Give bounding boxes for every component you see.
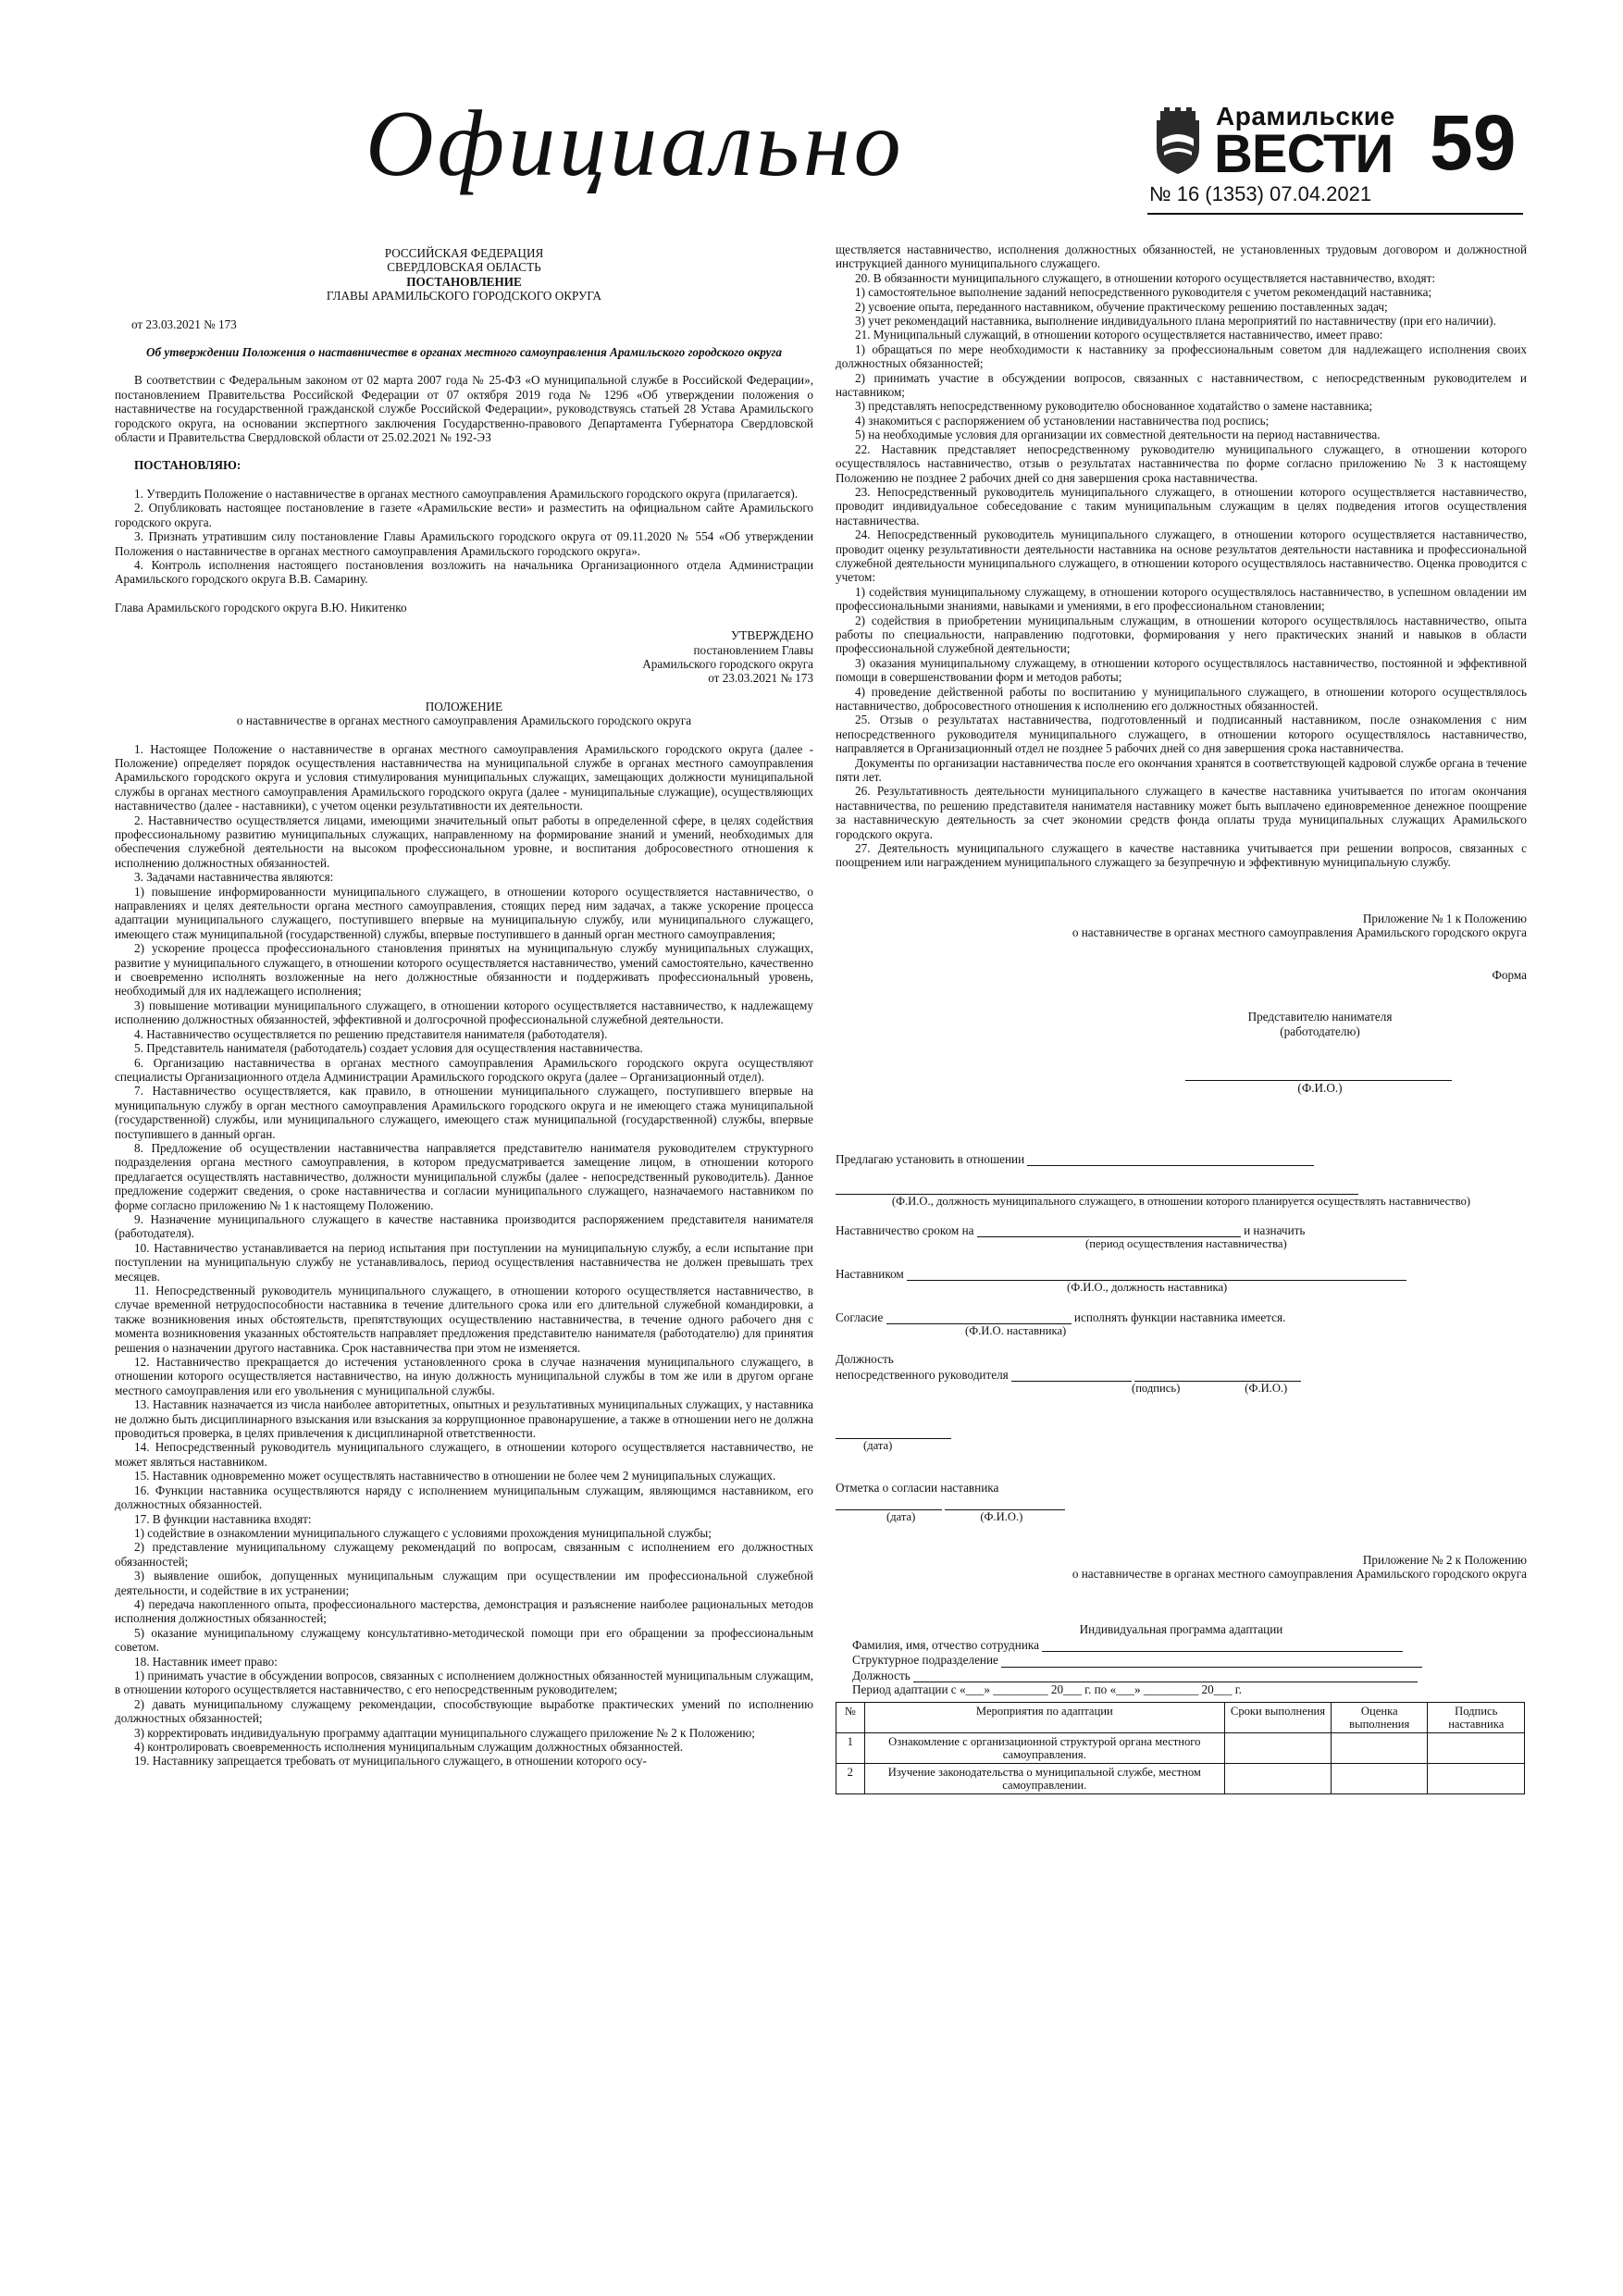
table-cell: Ознакомление с организационной структурой органа местного самоуправления. xyxy=(864,1733,1224,1764)
decree-item: 3. Признать утратившим силу постановление Главы Арамильского городского округа от 09.11.2020 № 554 «Об утверждении Положения о наставничестве в органах местного самоуправления Арамильского городского округа». xyxy=(115,529,813,558)
paragraph: 22. Наставник представляет непосредственному руководителю муниципального служащего, в отношении которого осуществлялось наставничество, отзыв о результатах наставничества по форме согласно приложению № 3 к настоящему Положению не позднее 2 рабочих дней со дня завершения срока наставничества. xyxy=(836,441,1527,485)
paragraph: 25. Отзыв о результатах наставничества, подготовленный и подписанный наставником, после ознакомления с ним непосредственного руководителя муниципального служащего, в отношении которого осуществлялось наставничество, направляется в Организационный отдел не позднее 5 рабочих дней со дня завершения срока наставничества. xyxy=(836,713,1527,756)
recipient-fio-line[interactable] xyxy=(1185,1066,1452,1081)
position-label: Должность xyxy=(836,1352,894,1367)
adaptation-period: Период адаптации с «___» _________ 20___ г. по «___» _________ 20___ г. xyxy=(852,1682,1242,1697)
paragraph: 3) корректировать индивидуальную программу адаптации муниципального служащего приложение № 2 к Положению; xyxy=(134,1725,755,1740)
paragraph: ществляется наставничество, исполнения должностных обязанностей, не установленных трудовым договором и должностной инструкцией данного муниципального служащего. xyxy=(836,242,1527,271)
left-column xyxy=(115,242,813,1769)
header-line: РОССИЙСКАЯ ФЕДЕРАЦИЯ xyxy=(384,246,544,260)
paragraph: 12. Наставничество прекращается до истечения установленного срока в случае назначения муниципального служащего, в отношении которого осуществляется наставничество, на иную должность муниципальной службы в том же или в другом органе местного самоуправления или его увольнения с муниципальной службы. xyxy=(115,1355,813,1397)
paragraph: 9. Назначение муниципального служащего в качестве наставника производится распоряжением представителя нанимателя (работодателя). xyxy=(115,1211,813,1241)
table-header: № xyxy=(836,1703,865,1733)
table-cell[interactable] xyxy=(1428,1733,1525,1764)
fio-caption: (Ф.И.О.) xyxy=(1245,1382,1288,1396)
table-row xyxy=(836,1733,1525,1764)
paragraph: 2) ускорение процесса профессионального становления принятых на муниципальную службу муниципальных служащих, развитие у муниципального служащего, в отношении которого осуществляется наставничество, умений самостоятельно, качественно и своевременно исполнять возложенные на него должностные обязанности и поддерживать профессиональный уровень, необходимый для их надлежащего исполнения; xyxy=(115,941,813,999)
paragraph: 21. Муниципальный служащий, в отношении которого осуществляется наставничество, имеет право: xyxy=(855,328,1383,342)
paragraph: 11. Непосредственный руководитель муниципального служащего, в отношении которого осуществляется наставничество, в случае временной нетрудоспособности наставника в течение длительного срока или его длительной служебной командировки, а также возникновения иных обстоятельств, препятствующих осуществлению наставничества, в течение одного рабочего дня с момента возникновения указанных обстоятельств направляет предложения представителю нанимателя (работодателю) для принятия решения о назначении другого наставника. Срок наставничества при этом не изменяется. xyxy=(115,1284,813,1355)
field-label: Должность xyxy=(852,1668,911,1682)
decree-item: 1. Утвердить Положение о наставничестве в органах местного самоуправления Арамильского городского округа (прилагается). xyxy=(134,486,799,501)
mentor-input-line[interactable] xyxy=(907,1266,1406,1281)
paragraph: 13. Наставник назначается из числа наиболее авторитетных, опытных и результативных муниципальных служащих, у наставника не должно быть дисциплинарного взыскания или взыскания за коррупционное правонарушение, а также в отношении него не должна проводиться проверка, в целях привлечения к дисциплинарной ответственности. xyxy=(115,1397,813,1441)
decree-item: 2. Опубликовать настоящее постановление в газете «Арамильские вести» и разместить на официальном сайте Арамильского городского округа. xyxy=(115,501,813,529)
appendix2-heading: о наставничестве в органах местного самоуправления Арамильского городского округа xyxy=(1072,1567,1527,1582)
table-header: Сроки выполнения xyxy=(1225,1703,1332,1733)
paragraph: 1) содействия муниципальному служащему, в отношении которого осуществлялось наставничество, в успешном овладении им профессиональными знаниями, навыками и умениями, в его профессиональном становлении; xyxy=(836,584,1527,614)
propose-second-line[interactable] xyxy=(836,1179,1358,1194)
consent-label: Согласие xyxy=(836,1309,884,1324)
header-line: ПОСТАНОВЛЕНИЕ xyxy=(406,274,522,289)
mentor-label: Наставником xyxy=(836,1266,904,1281)
recipient: Представителю нанимателя xyxy=(1247,1010,1393,1024)
paragraph: 14. Непосредственный руководитель муниципального служащего, в отношении которого осуществляется наставничество, не может являться наставником. xyxy=(115,1440,813,1469)
table-cell[interactable] xyxy=(1428,1764,1525,1794)
table-cell[interactable] xyxy=(1332,1733,1428,1764)
coat-of-arms-icon xyxy=(1149,107,1207,176)
term-input-line[interactable] xyxy=(977,1222,1241,1237)
approved-line: УТВЕРЖДЕНО xyxy=(730,628,813,643)
decree-title: Об утверждении Положения о наставничестве в органах местного самоуправления Арамильского городского округа xyxy=(146,345,782,360)
approved-line: постановлением Главы xyxy=(693,642,813,657)
paragraph: 18. Наставник имеет право: xyxy=(134,1654,278,1669)
paragraph: 19. Наставнику запрещается требовать от муниципального служащего, в отношении которого осу- xyxy=(134,1754,647,1769)
logo-top-text: Арамильские xyxy=(1216,102,1395,130)
decree-date: от 23.03.2021 № 173 xyxy=(131,316,237,331)
paragraph: 24. Непосредственный руководитель муниципального служащего, в отношении которого осуществляется наставничество, проводит оценку результативности деятельности наставника на основе результатов деятельности наставника и профессиональной служебной деятельности муниципального служащего, в отношении которого осуществлялось наставничество. Оценка проводится с учетом: xyxy=(836,527,1527,585)
table-cell: 2 xyxy=(836,1764,865,1794)
regulation-subtitle: о наставничестве в органах местного самоуправления Арамильского городского округа xyxy=(236,714,692,728)
recipient: (работодателю) xyxy=(1280,1024,1360,1038)
table-cell: 1 xyxy=(836,1733,865,1764)
paragraph: 3) представлять непосредственному руководителю обоснованное ходатайство о замене наставника; xyxy=(855,399,1373,414)
date-caption: (дата) xyxy=(886,1510,916,1524)
paragraph: 5. Представитель нанимателя (работодатель) создает условия для осуществления наставничества. xyxy=(134,1041,643,1056)
paragraph: 2) давать муниципальному служащему рекомендации, способствующие выработке практических умений по исполнению должностных обязанностей; xyxy=(115,1696,813,1726)
paragraph: Документы по организации наставничества после его окончания хранятся в соответствующей кадровой службе органа в течение пяти лет. xyxy=(836,755,1527,785)
paragraph: 1) повышение информированности муниципального служащего, в отношении которого осуществляется наставничество, о направлениях и целях деятельности органа местного самоуправления, стоящих перед ним задачах, а также ускорение процесса адаптации муниципального служащего, поступившего впервые на муниципальную службу, или муниципального служащего, имеющего стаж муниципальной (государственной) службы, впервые поступившего в данный орган местного самоуправления; xyxy=(115,884,813,941)
paragraph: 1) самостоятельное выполнение заданий непосредственного руководителя с учетом рекомендаций наставника; xyxy=(855,285,1432,300)
paragraph: 15. Наставник одновременно может осуществлять наставничество в отношении не более чем 2 муниципальных служащих. xyxy=(134,1469,776,1483)
decree-item: 4. Контроль исполнения настоящего постановления возложить на начальника Организационного отдела Администрации Арамильского городского округа В.В. Самарину. xyxy=(115,557,813,587)
field-label: Фамилия, имя, отчество сотрудника xyxy=(852,1637,1039,1652)
fio-caption: (Ф.И.О.) xyxy=(980,1510,1023,1524)
paragraph: 27. Деятельность муниципального служащего в качестве наставника учитывается при решении вопросов, связанных с поощрением или награждением муниципального служащего за безупречную и эффективную муниципальную службу. xyxy=(836,841,1527,870)
paragraph: 3) выявление ошибок, допущенных муниципальным служащим при осуществлении им профессиональной служебной деятельности, и содействие в их устранении; xyxy=(115,1569,813,1597)
employee-name-line[interactable] xyxy=(1042,1637,1403,1652)
section-title: Официально xyxy=(365,92,905,196)
signature-line[interactable] xyxy=(1011,1367,1132,1382)
paragraph: 4) контролировать своевременность исполнения муниципальным служащим должностных обязанностей. xyxy=(134,1740,684,1754)
paragraph: 20. В обязанности муниципального служащего, в отношении которого осуществляется наставничество, входят: xyxy=(855,270,1436,285)
paragraph: 5) на необходимые условия для организации их совместной деятельности на период наставничества. xyxy=(855,428,1381,442)
term-label: Наставничество сроком на xyxy=(836,1222,974,1237)
paragraph: 7. Наставничество осуществляется, как правило, в отношении муниципального служащего, поступившего впервые на муниципальную службу в орган местного самоуправления Арамильского городского округа и не имеющего стажа муниципальной (государственной) службы, или муниципального служащего, имеющего стаж муниципальной (государственной) службы, впервые поступившего в данный орган. xyxy=(115,1084,813,1141)
date-line[interactable] xyxy=(836,1424,951,1439)
paragraph: 4. Наставничество осуществляется по решению представителя нанимателя (работодателя). xyxy=(134,1026,608,1041)
paragraph: 2. Наставничество осуществляется лицами, имеющими значительный опыт работы в определенной сфере, в целях содействия профессиональному развитию муниципальных служащих, направленному на формирование знаний и умений, необходимых для обеспечения служебной деятельности на высоком профессиональном уровне, и воспитания добросовестного отношения к исполнению должностных обязанностей. xyxy=(115,813,813,870)
agree-fio-line[interactable] xyxy=(945,1496,1065,1510)
approved-line: от 23.03.2021 № 173 xyxy=(708,671,813,686)
masthead-rule xyxy=(1147,213,1523,215)
date-caption: (дата) xyxy=(863,1439,893,1452)
regulation-title: ПОЛОЖЕНИЕ xyxy=(425,699,503,714)
right-column xyxy=(836,242,1527,1794)
paragraph: 3) учет рекомендаций наставника, выполнение индивидуального плана мероприятий по наставничеству (при его наличии). xyxy=(855,314,1496,329)
table-header: Подпись наставника xyxy=(1428,1703,1525,1733)
paragraph: 3) оказания муниципальному служащему, в отношении которого осуществлялось наставничество, постоянной и эффективной помощи в совершенствовании форм и методов работы; xyxy=(836,655,1527,685)
paragraph: 1. Настоящее Положение о наставничестве в органах местного самоуправления Арамильского городского округа (далее - Положение) определяет порядок осуществления наставничества на муниципальной службе в органах местного самоуправления Арамильского городского округа и условия стимулирования муниципальных служащих, замещающих должности муниципальной службы в органах местного самоуправления Арамильского городского округа (далее - муниципальные служащие), осуществляющих наставничество (далее - наставники), с учетом оценки результативности их деятельности. xyxy=(115,741,813,813)
consent-input-line[interactable] xyxy=(886,1309,1072,1324)
sign-caption: (подпись) xyxy=(1132,1382,1181,1396)
position-line[interactable] xyxy=(913,1668,1418,1682)
form-word: Форма xyxy=(1492,967,1527,982)
adaptation-table xyxy=(836,1702,1525,1794)
paragraph: 6. Организацию наставничества в органах местного самоуправления Арамильского городского округа осуществляют специалисты Организационного отдела Администрации Арамильского городского округа (далее – Организационный отдел). xyxy=(115,1055,813,1084)
propose-caption: (Ф.И.О., должность муниципального служащего, в отношении которого планируется осуществлять наставничество) xyxy=(891,1194,1471,1208)
page-number: 59 xyxy=(1430,99,1517,186)
table-header: Мероприятия по адаптации xyxy=(864,1703,1224,1733)
head-fio-line[interactable] xyxy=(1134,1367,1301,1382)
paragraph: 2) усвоение опыта, переданного наставником, обучение практическому решению поставленных задач; xyxy=(855,299,1388,314)
table-header: Оценка выполнения xyxy=(1332,1703,1428,1733)
table-cell[interactable] xyxy=(1225,1764,1332,1794)
paragraph: 4) проведение действенной работы по воспитанию у муниципального служащего, в отношении которого осуществлялось наставничество, добросовестного отношения к исполнению его должностных обязанностей. xyxy=(836,684,1527,713)
header-line: СВЕРДЛОВСКАЯ ОБЛАСТЬ xyxy=(387,260,541,275)
propose-input-line[interactable] xyxy=(1027,1151,1314,1166)
program-title: Индивидуальная программа адаптации xyxy=(1079,1622,1283,1637)
paragraph: 26. Результативность деятельности муниципального служащего в качестве наставника учитывается по итогам окончания наставничества, по решению представителя нанимателя наставнику может быть выплачено единовременное денежное поощрение за наставническую деятельность за счет экономии средств фонда оплаты труда муниципальных служащих Арамильского городского округа. xyxy=(836,784,1527,841)
paragraph: 8. Предложение об осуществлении наставничества направляется представителю нанимателя руководителем структурного подразделения органа местного самоуправления, в котором предусматривается замещение лицом, в отношении которого предлагается осуществлять наставничество, должности муниципальной службы (далее - непосредственный руководитель). Данное предложение содержит сведения, о сроке наставничества и согласии муниципального служащего, назначаемого наставником по форме согласно приложению № 1 к настоящему Положению. xyxy=(115,1140,813,1212)
regulation-paragraphs xyxy=(115,742,813,1769)
paragraph: 2) принимать участие в обсуждении вопросов, связанных с наставничеством, с непосредственным руководителем и наставником; xyxy=(836,370,1527,400)
term-caption: (период осуществления наставничества) xyxy=(1085,1237,1287,1251)
paragraph: 10. Наставничество устанавливается на период испытания при поступлении на муниципальную службу, а если испытание при поступлении на муниципальную службу не устанавливалось, период осуществления наставничества не должен превышать трех месяцев. xyxy=(115,1240,813,1284)
field-label: Структурное подразделение xyxy=(852,1653,998,1668)
agree-mark: Отметка о согласии наставника xyxy=(836,1481,999,1496)
header-line: ГЛАВЫ АРАМИЛЬСКОГО ГОРОДСКОГО ОКРУГА xyxy=(326,289,602,304)
issue-info: № 16 (1353) 07.04.2021 xyxy=(1149,182,1372,205)
paragraph: 1) обращаться по мере необходимости к наставнику за профессиональным советом для надлежащего исполнения своих должностных обязанностей; xyxy=(836,341,1527,371)
paragraph: 3) повышение мотивации муниципального служащего, в отношении которого осуществляется наставничество, к надлежащему исполнению должностных обязанностей, эффективной и долгосрочной профессиональной служебной деятельности. xyxy=(115,998,813,1027)
logo-bottom-text: ВЕСТИ xyxy=(1214,124,1394,184)
paragraph: 16. Функции наставника осуществляются наряду с исполнением муниципальным служащим, являющимся наставником, его должностных обязанностей. xyxy=(115,1483,813,1512)
paragraph: 1) принимать участие в обсуждении вопросов, связанных с исполнением должностных обязанностей муниципальным служащим, в отношении которого осуществляется наставничество, с его непосредственным руководителем; xyxy=(115,1668,813,1697)
paragraph: 4) передача накопленного опыта, профессионального мастерства, демонстрация и разъяснение наиболее рациональных методов исполнения должностных обязанностей; xyxy=(115,1596,813,1626)
table-cell[interactable] xyxy=(1225,1733,1332,1764)
table-cell[interactable] xyxy=(1332,1764,1428,1794)
mentor-caption: (Ф.И.О., должность наставника) xyxy=(1067,1281,1228,1295)
fio-caption: (Ф.И.О.) xyxy=(1297,1081,1343,1096)
appendix1-heading: Приложение № 1 к Положению xyxy=(1362,911,1527,925)
paragraph: 23. Непосредственный руководитель муниципального служащего, в отношении которого осуществляется наставничество, проводит индивидуальное собеседование с таким муниципальным служащим в целях подведения итогов осуществления наставничества. xyxy=(836,484,1527,527)
preamble: В соответствии с Федеральным законом от 02 марта 2007 года № 25-ФЗ «О муниципальной службе в Российской Федерации», постановлением Правительства Российской Федерации от 07 октября 2019 года № 1296 «Об утверждении положения о наставничестве на государственной гражданской службе Российской Федерации», руководствуясь статьей 28 Устава Арамильского городского округа, на основании экспертного заключения Государственно-правового Департамента Губернатора Свердловской области и Правительства Свердловской области от 25.02.2021 № 192-ЭЗ xyxy=(115,373,813,445)
paragraph: 1) содействие в ознакомлении муниципального служащего с условиями прохождения муниципальной службы; xyxy=(134,1525,712,1540)
newspaper-logo xyxy=(1149,102,1395,184)
paragraph: 2) содействия в приобретении муниципальным служащим, в отношении которого осуществлялось наставничество, опыта работы по специальности, направлению подготовки, формирования у него практических знаний и навыков в области профессиональной служебной деятельности; xyxy=(836,613,1527,656)
agree-date-line[interactable] xyxy=(836,1496,942,1510)
table-cell: Изучение законодательства о муниципальной службе, местном самоуправлении. xyxy=(864,1764,1224,1794)
appendix2-heading: Приложение № 2 к Положению xyxy=(1362,1552,1527,1567)
table-header-row xyxy=(836,1703,1525,1733)
propose-label: Предлагаю установить в отношении xyxy=(836,1151,1025,1166)
signature: Глава Арамильского городского округа В.Ю. Никитенко xyxy=(115,600,407,614)
appendix1-heading: о наставничестве в органах местного самоуправления Арамильского городского округа xyxy=(1072,925,1527,940)
position-label: непосредственного руководителя xyxy=(836,1367,1009,1382)
paragraph: 5) оказание муниципальному служащему консультативно-методической помощи при его обращении за профессиональным советом. xyxy=(115,1625,813,1655)
term-tail: и назначить xyxy=(1244,1222,1306,1237)
decree-word: ПОСТАНОВЛЯЮ: xyxy=(134,458,242,473)
paragraph: 2) представление муниципальному служащему рекомендаций по вопросам, связанным с исполнением его должностных обязанностей; xyxy=(115,1540,813,1569)
department-line[interactable] xyxy=(1001,1652,1422,1667)
paragraph: 4) знакомиться с распоряжением об установлении наставничества под роспись; xyxy=(855,413,1270,428)
paragraph: 3. Задачами наставничества являются: xyxy=(134,870,334,885)
approved-line: Арамильского городского округа xyxy=(642,656,813,671)
consent-caption: (Ф.И.О. наставника) xyxy=(965,1323,1067,1337)
consent-tail: исполнять функции наставника имеется. xyxy=(1073,1309,1286,1324)
table-row xyxy=(836,1764,1525,1794)
paragraph: 17. В функции наставника входят: xyxy=(134,1511,312,1526)
